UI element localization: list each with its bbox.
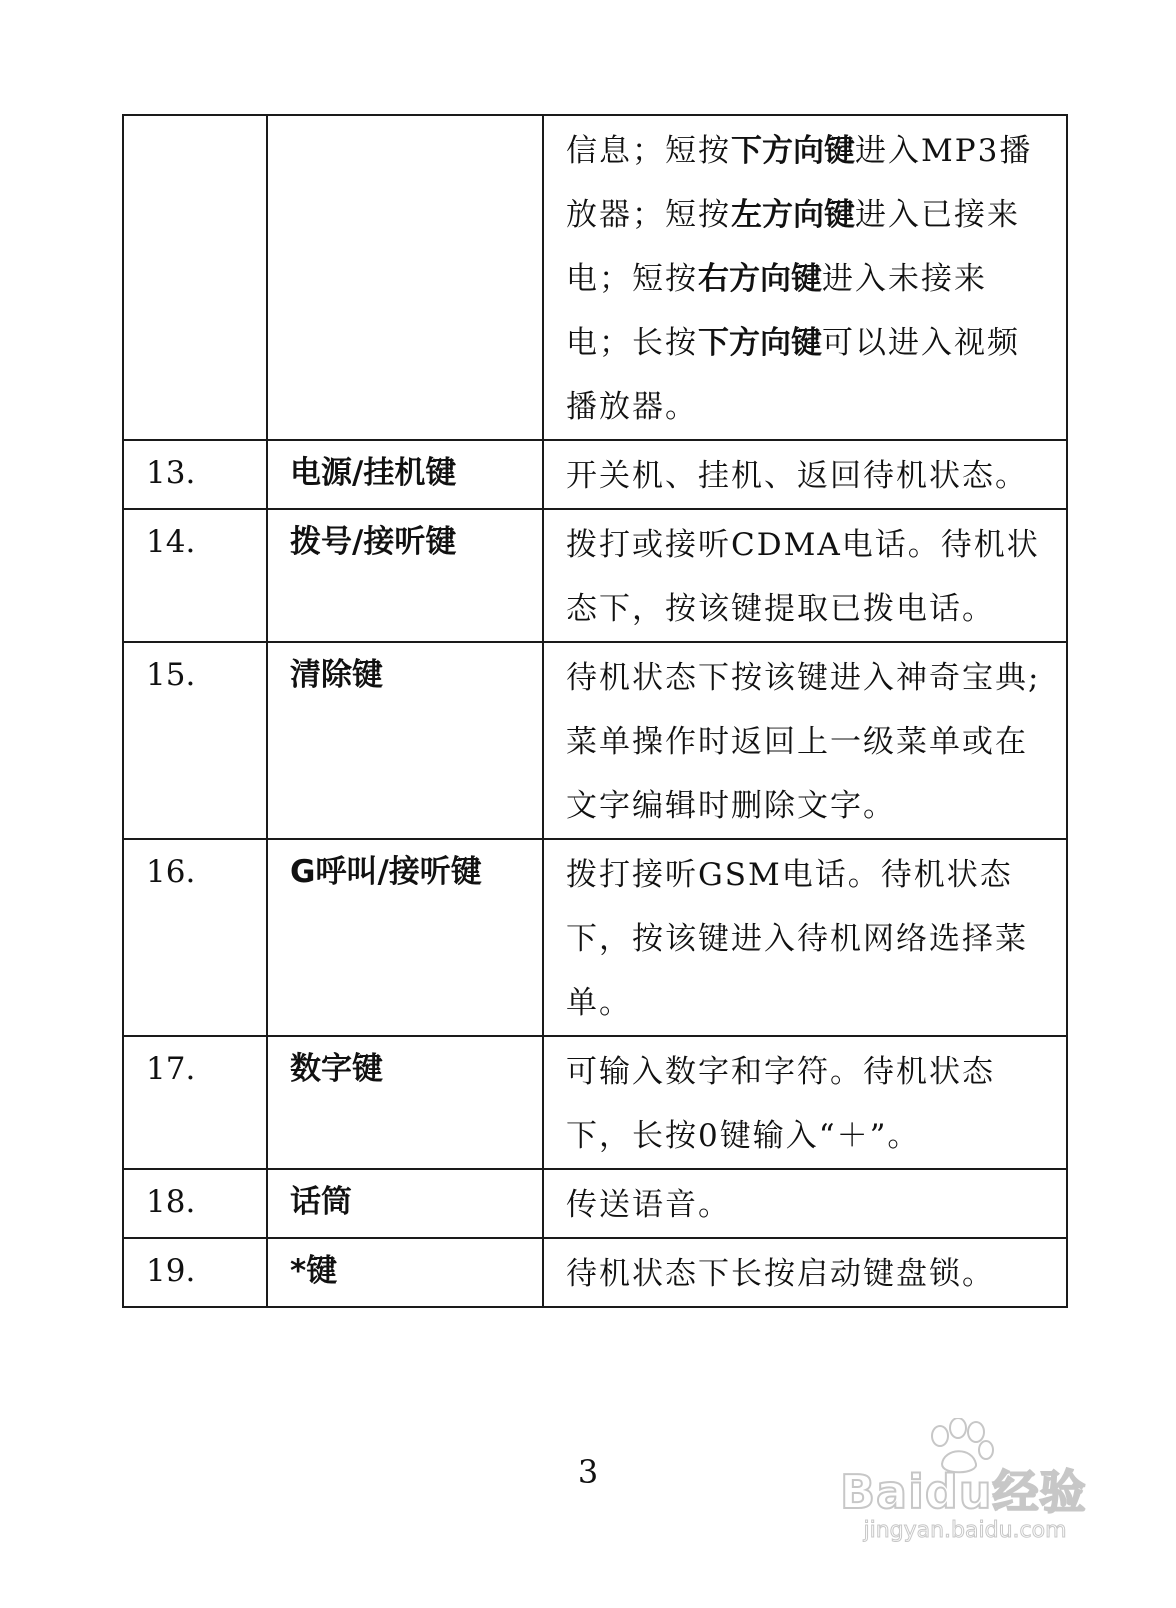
desc-text: 进入MP3播放器；短按 (566, 133, 1033, 233)
desc-bold-text: 下方向键 (731, 133, 855, 169)
key-name: *键 (267, 1238, 543, 1307)
key-name: 电源/挂机键 (267, 440, 543, 509)
key-name: 清除键 (267, 642, 543, 839)
key-name: 数字键 (267, 1036, 543, 1169)
key-description: 可输入数字和字符。待机状态下，长按0键输入“＋”。 (543, 1036, 1067, 1169)
row-number: 19. (123, 1238, 267, 1307)
desc-bold-text: 左方向键 (731, 197, 855, 233)
key-name (267, 115, 543, 440)
desc-text: 进入未接来电；长按 (566, 261, 987, 361)
row-number: 15. (123, 642, 267, 839)
key-description: 拨打或接听CDMA电话。待机状态下，按该键提取已拨电话。 (543, 509, 1067, 642)
row-number (123, 115, 267, 440)
page-number: 3 (577, 1453, 599, 1491)
desc-bold-text: 右方向键 (698, 261, 822, 297)
row-number: 18. (123, 1169, 267, 1238)
table-row (123, 1036, 1067, 1169)
table-row (123, 509, 1067, 642)
table-row (123, 839, 1067, 1036)
row-number: 13. (123, 440, 267, 509)
key-description: 开关机、挂机、返回待机状态。 (543, 440, 1067, 509)
baidu-watermark (820, 1418, 1110, 1558)
key-name: G呼叫/接听键 (267, 839, 543, 1036)
desc-text: 进入已接来电；短按 (566, 197, 1020, 297)
watermark-brand: Baidu经验 (840, 1465, 1087, 1519)
key-function-table (122, 114, 1068, 1308)
key-description: 待机状态下按该键进入神奇宝典; 菜单操作时返回上一级菜单或在文字编辑时删除文字。 (543, 642, 1067, 839)
table-row (123, 115, 1067, 440)
table-row (123, 1238, 1067, 1307)
desc-text: 信息；短按 (566, 133, 731, 169)
row-number: 16. (123, 839, 267, 1036)
key-name: 话筒 (267, 1169, 543, 1238)
row-number: 14. (123, 509, 267, 642)
row-number: 17. (123, 1036, 267, 1169)
watermark-url: jingyan.baidu.com (863, 1518, 1067, 1543)
table-row (123, 440, 1067, 509)
key-description: 拨打接听GSM电话。待机状态下，按该键进入待机网络选择菜单。 (543, 839, 1067, 1036)
key-name: 拨号/接听键 (267, 509, 543, 642)
desc-text: 可以进入视频播放器。 (566, 325, 1020, 425)
key-description: 待机状态下长按启动键盘锁。 (543, 1238, 1067, 1307)
table-row (123, 642, 1067, 839)
table-row (123, 1169, 1067, 1238)
key-description: 传送语音。 (543, 1169, 1067, 1238)
key-description (543, 115, 1067, 440)
desc-bold-text: 下方向键 (698, 325, 822, 361)
